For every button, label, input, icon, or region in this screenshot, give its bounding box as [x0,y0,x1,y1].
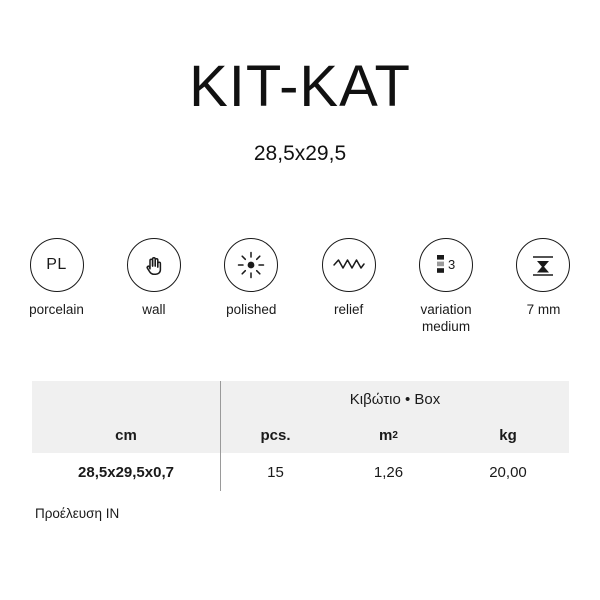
origin-text: Προέλευση ΙΝ [35,506,120,521]
feature-wall-text: wall [142,302,166,317]
page-title: KIT-KAT [189,54,411,119]
feature-wall-label [142,302,165,319]
feature-variation-label [421,302,472,336]
column-header-pcs: pcs. [220,417,330,453]
cell-pcs: 15 [220,453,330,491]
feature-polished-text: polished [226,302,277,317]
feature-polished [203,238,300,319]
hand-icon [127,238,181,292]
feature-thickness [495,238,592,319]
cell-m2: 1,26 [373,463,404,481]
feature-porcelain-text: porcelain [29,302,84,317]
sun-shine-icon [224,238,278,292]
feature-icon-row [8,238,592,336]
cell-kg: 20,00 [489,463,527,481]
feature-variation-text: variation [420,302,472,317]
header-box-cell: Κιβώτιο • Box [220,381,569,417]
variation-icon [419,238,473,292]
feature-thickness-text: 7 mm [526,302,561,317]
feature-variation [398,238,495,336]
specs-table [32,381,569,491]
table-subheader-row [32,417,569,453]
table-header-row [32,381,569,417]
product-size: 28,5x29,5 [253,142,347,165]
feature-relief [300,238,397,319]
column-header-m2-base: m [379,426,393,444]
column-header-kg: kg [499,426,517,444]
column-header-cm: cm [115,426,137,444]
cell-dimensions: 28,5x29,5x0,7 [78,463,174,481]
feature-thickness-label [527,302,561,319]
header-blank-cell [32,381,220,417]
feature-variation-text2: medium [422,318,471,334]
feature-wall [105,238,202,319]
wave-relief-icon [322,238,376,292]
svg-text:3: 3 [448,257,456,272]
porcelain-badge-label: PL [46,256,67,273]
feature-porcelain [8,238,105,319]
porcelain-icon [30,238,84,292]
feature-porcelain-label [29,302,84,319]
column-header-m2 [330,417,447,453]
thickness-icon [516,238,570,292]
table-row [32,453,569,491]
feature-relief-text: relief [334,302,364,317]
feature-polished-label [226,302,276,319]
column-header-m2-sup: 2 [392,429,398,441]
feature-relief-label [334,302,363,319]
